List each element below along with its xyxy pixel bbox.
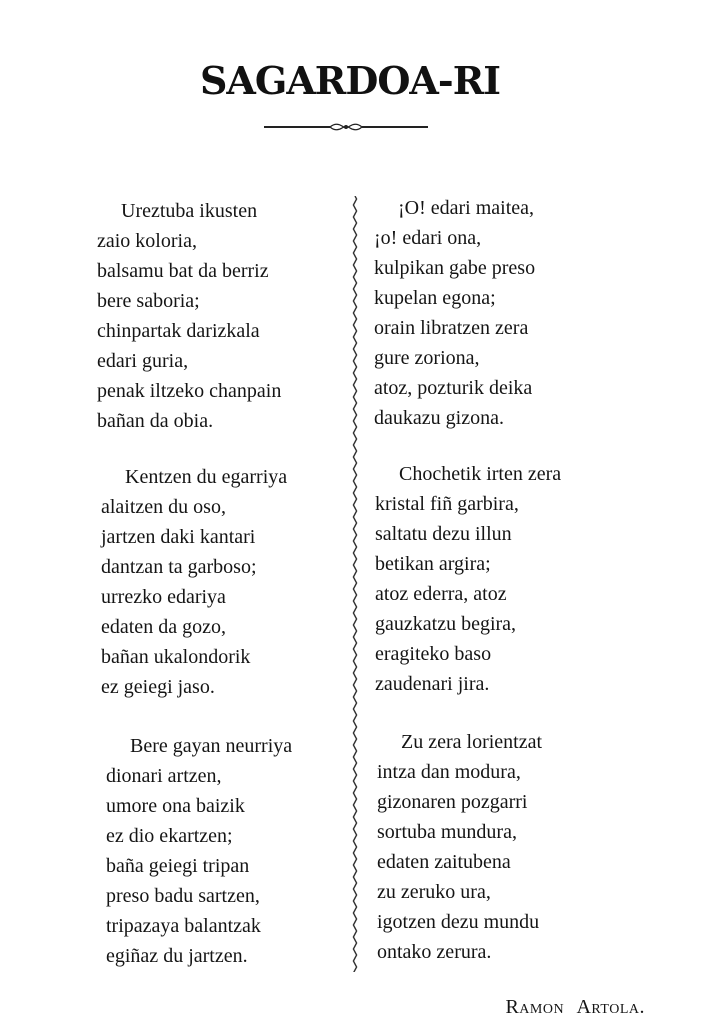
verse-line: Bere gayan neurriya xyxy=(130,735,293,757)
verse-line: gauzkatzu begira, xyxy=(375,613,517,635)
verse-line: ¡O! edari maitea, xyxy=(398,197,535,219)
verse-line: orain libratzen zera xyxy=(374,317,529,339)
verse-line: igotzen dezu mundu xyxy=(377,911,540,933)
verse-line: umore ona baizik xyxy=(106,795,245,817)
verse-line: balsamu bat da berriz xyxy=(97,260,269,282)
verse-line: zaudenari jira. xyxy=(375,673,490,695)
verse-line: edaten da gozo, xyxy=(101,616,226,638)
verse-line: saltatu dezu illun xyxy=(375,523,512,545)
verse-line: urrezko edariya xyxy=(101,586,226,608)
verse-line: preso badu sartzen, xyxy=(106,885,260,907)
verse-line: alaitzen du oso, xyxy=(101,496,226,518)
poem-title: SAGARDOA-RI xyxy=(199,58,501,103)
verse-line: bañan ukalondorik xyxy=(101,646,251,668)
stanza-4 xyxy=(374,193,535,433)
verse-line: gizonaren pozgarri xyxy=(377,791,528,813)
verse-line: eragiteko baso xyxy=(375,643,492,665)
verse-line: gure zoriona, xyxy=(374,347,480,369)
verse-line: atoz ederra, atoz xyxy=(375,583,507,605)
verse-line: kulpikan gabe preso xyxy=(374,257,536,279)
verse-line: egiñaz du jartzen. xyxy=(106,945,248,967)
verse-line: bere saboria; xyxy=(97,290,200,312)
verse-line: jartzen daki kantari xyxy=(101,526,256,548)
verse-line: baña geiegi tripan xyxy=(106,855,250,877)
stanza-5 xyxy=(375,459,561,699)
verse-line: kupelan egona; xyxy=(374,287,496,309)
verse-line: ¡o! edari ona, xyxy=(374,227,482,249)
verse-line: atoz, pozturik deika xyxy=(374,377,533,399)
verse-line: edaten zaitubena xyxy=(377,851,511,873)
verse-line: intza dan modura, xyxy=(377,761,521,783)
verse-line: tripazaya balantzak xyxy=(106,915,261,937)
verse-line: zaio koloria, xyxy=(97,230,197,252)
author-signature: Ramon Artola. xyxy=(505,996,645,1018)
verse-line: daukazu gizona. xyxy=(374,407,504,429)
verse-line: Chochetik irten zera xyxy=(399,463,562,485)
verse-line: Zu zera lorientzat xyxy=(401,731,543,753)
verse-line: ez geiegi jaso. xyxy=(101,676,215,698)
stanza-1 xyxy=(97,196,281,436)
stanza-6 xyxy=(377,727,542,967)
verse-line: zu zeruko ura, xyxy=(377,881,491,903)
verse-line: ez dio ekartzen; xyxy=(106,825,233,847)
verse-line: chinpartak darizkala xyxy=(97,320,260,342)
verse-line: sortuba mundura, xyxy=(377,821,517,843)
verse-line: betikan argira; xyxy=(375,553,491,575)
verse-line: kristal fiñ garbira, xyxy=(375,493,519,515)
column-divider xyxy=(345,196,365,972)
stanza-2 xyxy=(101,462,287,702)
verse-line: ontako zerura. xyxy=(377,941,492,963)
verse-line: edari guria, xyxy=(97,350,189,372)
verse-line: penak iltzeko chanpain xyxy=(97,380,282,402)
verse-line: Kentzen du egarriya xyxy=(125,466,288,488)
stanza-3 xyxy=(106,731,292,971)
verse-line: bañan da obia. xyxy=(97,410,214,432)
verse-line: dionari artzen, xyxy=(106,765,222,787)
verse-line: Ureztuba ikusten xyxy=(121,200,258,222)
verse-line: dantzan ta garboso; xyxy=(101,556,257,578)
title-ornament xyxy=(262,117,430,137)
